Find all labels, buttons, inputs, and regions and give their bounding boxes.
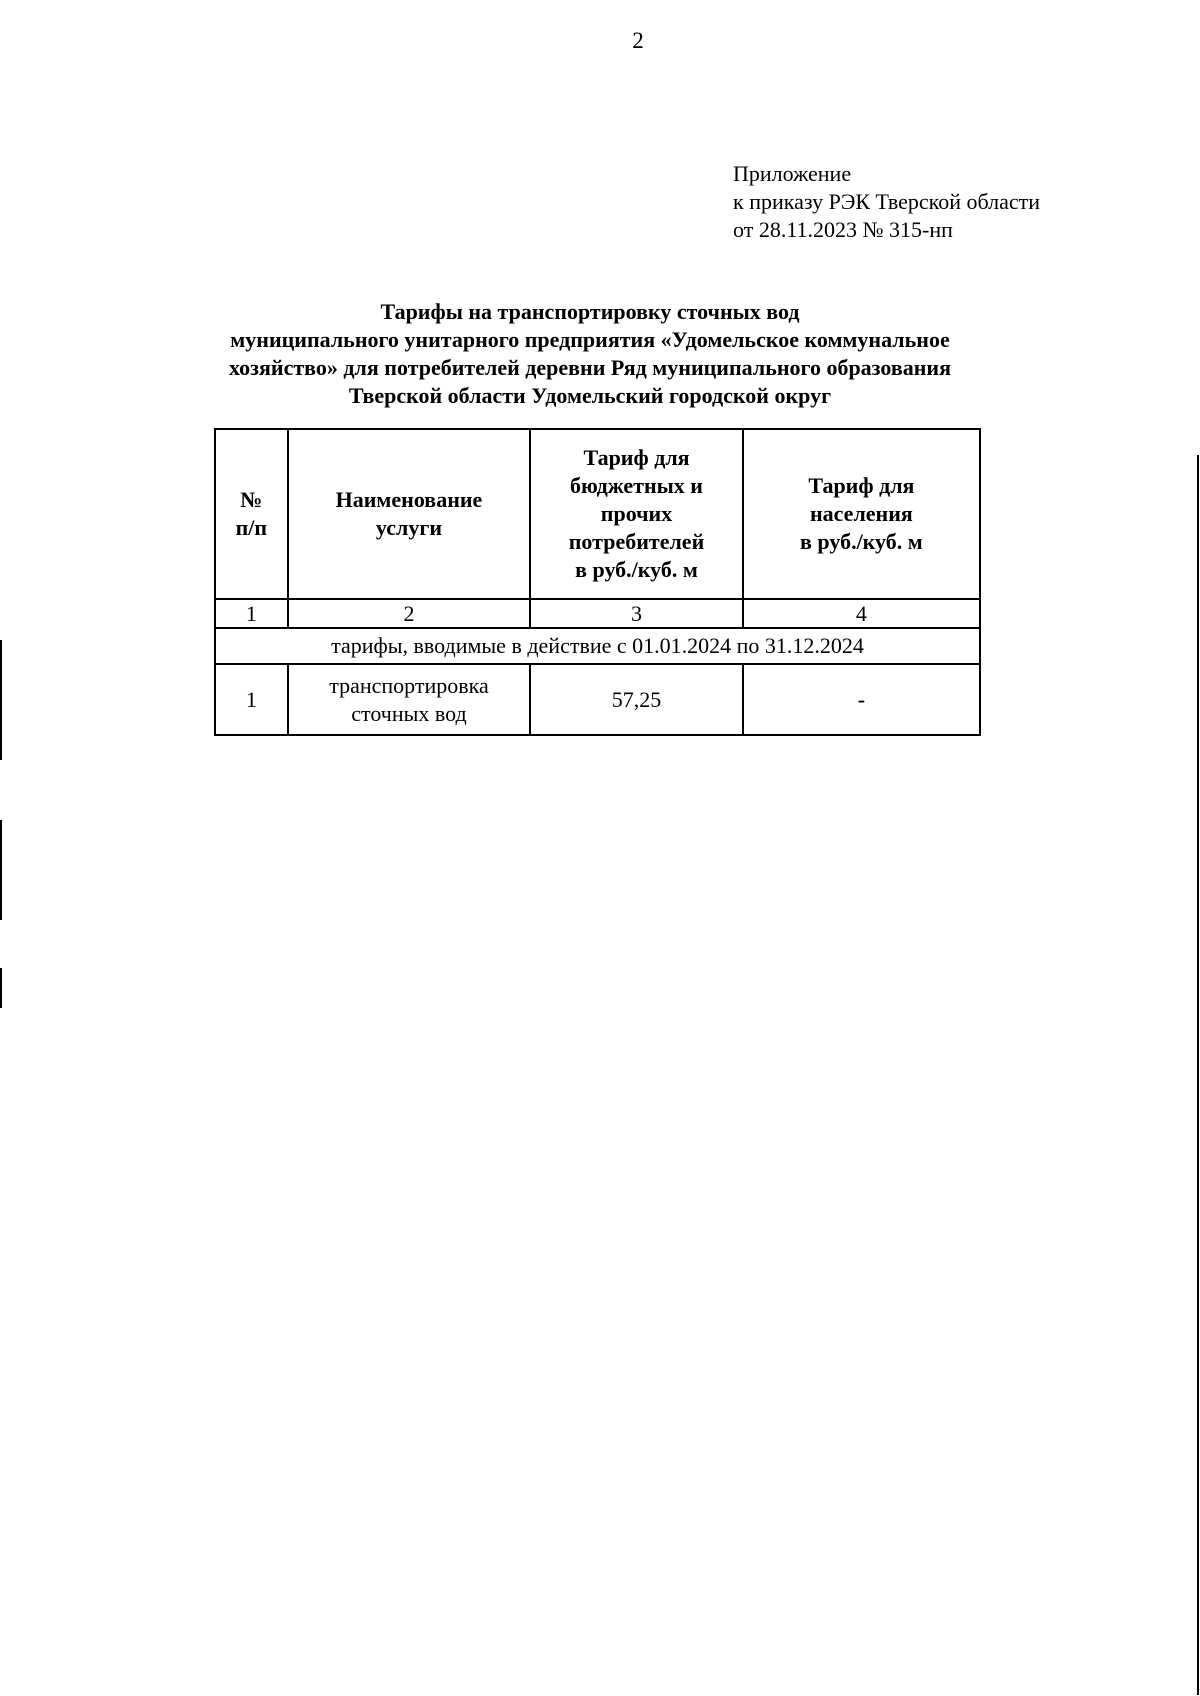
header-text: услуги (375, 515, 443, 540)
header-text: Тариф для (808, 473, 915, 498)
header-text: потребителей (568, 529, 705, 554)
header-text: в руб./куб. м (800, 529, 923, 554)
document-title (150, 298, 1030, 410)
header-text: прочих (600, 501, 673, 526)
column-number: 3 (530, 599, 743, 628)
appendix-line: от 28.11.2023 № 315-нп (733, 217, 953, 242)
service-text: сточных вод (351, 700, 467, 726)
header-text: Наименование (335, 487, 483, 512)
service-text: транспортировка (329, 672, 489, 698)
scan-edge-artifact (0, 640, 2, 760)
page-number: 2 (632, 28, 644, 53)
column-number-row (215, 599, 980, 628)
header-text: в руб./куб. м (575, 557, 698, 582)
scan-edge-artifact (0, 820, 2, 920)
table-header-row (215, 429, 980, 599)
period-cell: тарифы, вводимые в действие с 01.01.2024 по 31.12.2024 (215, 628, 980, 664)
table-row (215, 664, 980, 735)
header-text: № (240, 487, 263, 512)
title-line: муниципального унитарного предприятия «Удомельское коммунальное (230, 327, 950, 352)
header-population-tariff (743, 429, 980, 599)
column-number: 1 (215, 599, 288, 628)
budget-tariff-value: 57,25 (530, 664, 743, 735)
column-number: 4 (743, 599, 980, 628)
header-service-name (288, 429, 531, 599)
service-name-cell (288, 664, 531, 735)
title-line: Тарифы на транспортировку сточных вод (380, 299, 800, 324)
population-tariff-value: - (743, 664, 980, 735)
title-line: Тверской области Удомельский городской округ (348, 383, 832, 408)
header-text: п/п (235, 515, 268, 540)
header-number (215, 429, 288, 599)
appendix-block (733, 160, 1040, 244)
appendix-line: Приложение (733, 161, 852, 186)
appendix-line: к приказу РЭК Тверской области (733, 189, 1041, 214)
scan-edge-artifact (1197, 455, 1199, 1695)
column-number: 2 (288, 599, 531, 628)
header-text: Тариф для (583, 445, 690, 470)
scan-edge-artifact (0, 968, 2, 1008)
row-number: 1 (215, 664, 288, 735)
header-text: населения (809, 501, 913, 526)
period-row (215, 628, 980, 664)
header-budget-tariff (530, 429, 743, 599)
header-text: бюджетных и (570, 473, 703, 498)
title-line: хозяйство» для потребителей деревни Ряд муниципального образования (229, 355, 951, 380)
tariff-table (214, 428, 981, 736)
